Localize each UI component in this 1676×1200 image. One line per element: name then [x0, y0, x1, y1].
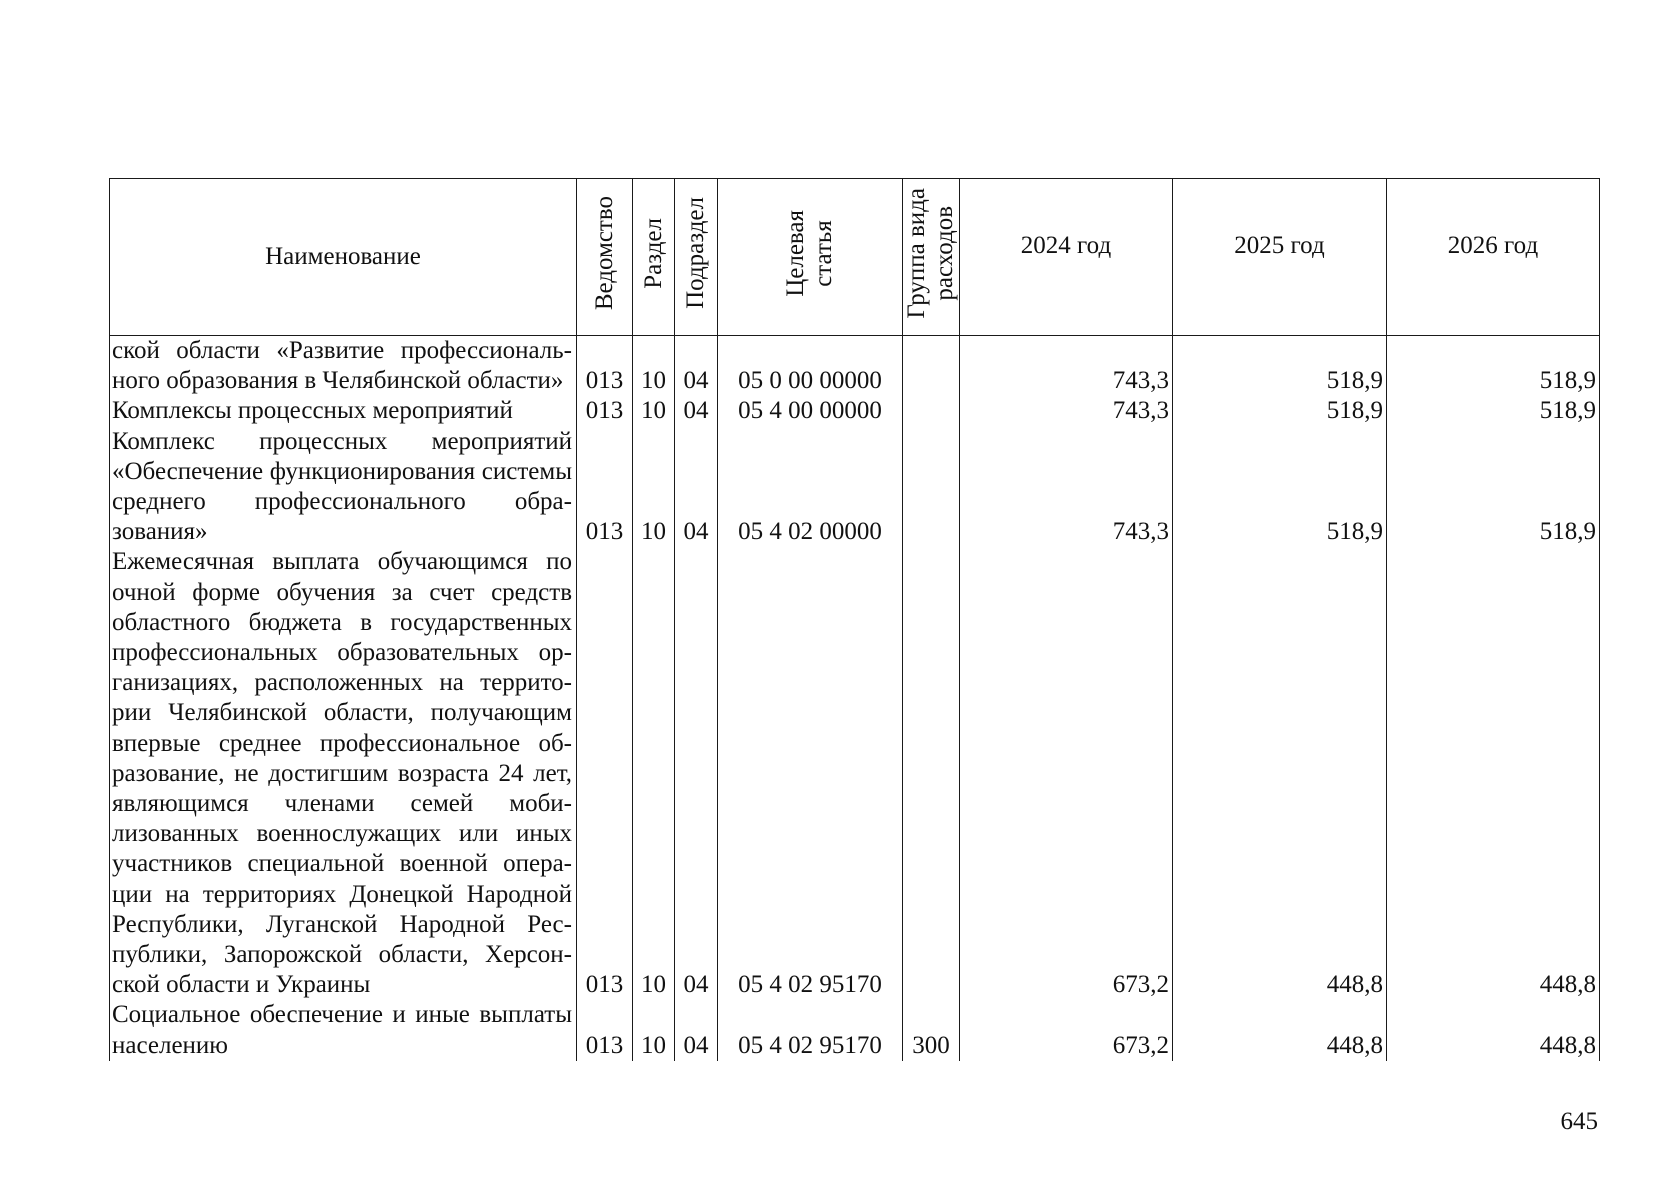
- header-vedomstvo-label: Ведомство: [590, 195, 618, 310]
- row-2026: 448,8: [1387, 547, 1600, 1000]
- row-group: [903, 396, 960, 426]
- header-2025: [1173, 179, 1387, 336]
- row-2024: 743,3: [960, 396, 1173, 426]
- header-2025-label: 2025 год: [1234, 231, 1325, 259]
- header-group-line2: расходов: [931, 205, 958, 301]
- row-2024: 673,2: [960, 547, 1173, 1000]
- row-2024: 673,2: [960, 1000, 1173, 1060]
- row-razdel: 10: [633, 396, 675, 426]
- row-vedomstvo: 013: [577, 547, 633, 1000]
- header-group-label: [903, 188, 959, 319]
- row-name: Комплексы процессных мероприятий: [110, 396, 577, 426]
- row-2025: 518,9: [1173, 396, 1387, 426]
- header-row: [110, 179, 1600, 336]
- row-group: [903, 336, 960, 397]
- row-target: 05 4 02 95170: [718, 547, 903, 1000]
- row-name: Комплекс процессных мероприятий «Обеспечение функционирования системы среднего профессионального образования»: [110, 427, 577, 548]
- row-podrazdel: 04: [675, 396, 718, 426]
- header-2024-label: 2024 год: [1020, 231, 1112, 259]
- row-vedomstvo: 013: [577, 396, 633, 426]
- page-number: 645: [1560, 1108, 1598, 1135]
- table-header: [110, 179, 1600, 336]
- table-row: [110, 336, 1600, 397]
- budget-table: [109, 178, 1600, 1061]
- row-vedomstvo: 013: [577, 427, 633, 548]
- row-2025: 518,9: [1173, 427, 1387, 548]
- row-target: 05 4 02 00000: [718, 427, 903, 548]
- header-target: [718, 179, 903, 336]
- table-row: [110, 427, 1600, 548]
- row-2026: 448,8: [1387, 1000, 1600, 1060]
- header-target-line2: статья: [810, 219, 837, 287]
- header-razdel: [633, 179, 675, 336]
- row-group: 300: [903, 1000, 960, 1060]
- header-2026-label: 2026 год: [1447, 231, 1539, 259]
- row-razdel: 10: [633, 427, 675, 548]
- row-2025: 448,8: [1173, 1000, 1387, 1060]
- row-podrazdel: 04: [675, 427, 718, 548]
- table-row: [110, 547, 1600, 1000]
- row-target: 05 4 02 95170: [718, 1000, 903, 1060]
- row-2025: 448,8: [1173, 547, 1387, 1000]
- header-2024: [960, 179, 1173, 336]
- header-target-label: [782, 210, 838, 297]
- row-razdel: 10: [633, 1000, 675, 1060]
- row-group: [903, 547, 960, 1000]
- row-podrazdel: 04: [675, 1000, 718, 1060]
- row-target: 05 0 00 00000: [718, 336, 903, 397]
- header-2026: [1387, 179, 1600, 336]
- header-podrazdel: [675, 179, 718, 336]
- table-row: [110, 396, 1600, 426]
- header-group: [903, 179, 960, 336]
- row-podrazdel: 04: [675, 336, 718, 397]
- row-2026: 518,9: [1387, 396, 1600, 426]
- header-target-line1: Целевая: [782, 209, 809, 297]
- row-target: 05 4 00 00000: [718, 396, 903, 426]
- row-2024: 743,3: [960, 427, 1173, 548]
- row-razdel: 10: [633, 336, 675, 397]
- row-vedomstvo: 013: [577, 336, 633, 397]
- header-name-label: Наименование: [265, 242, 421, 270]
- header-razdel-label: Раздел: [639, 217, 667, 289]
- budget-table-container: [109, 178, 1599, 1061]
- row-2026: 518,9: [1387, 427, 1600, 548]
- row-name: ской области «Развитие профессионального образования в Челябинской области»: [110, 336, 577, 397]
- row-name: Социальное обеспечение и иные выплаты населению: [110, 1000, 577, 1060]
- header-name: [110, 179, 577, 336]
- row-vedomstvo: 013: [577, 1000, 633, 1060]
- header-podrazdel-label: Подраздел: [682, 196, 709, 309]
- row-2024: 743,3: [960, 336, 1173, 397]
- table-row: [110, 1000, 1600, 1060]
- row-razdel: 10: [633, 547, 675, 1000]
- header-vedomstvo: [577, 179, 633, 336]
- header-group-line1: Группа вида: [903, 187, 930, 319]
- row-podrazdel: 04: [675, 547, 718, 1000]
- row-2025: 518,9: [1173, 336, 1387, 397]
- row-2026: 518,9: [1387, 336, 1600, 397]
- row-group: [903, 427, 960, 548]
- table-body: [110, 336, 1600, 1061]
- row-name: Ежемесячная выплата обучающимся по очной форме обучения за счет средств областного бюджета в государственных профессиональных образовательных организациях, расположенных на территории Челябинской области, получающим впервые среднее профессиональное образование, не достигшим возраста 24 лет, являющимся членами семей мобилизованных военнослужащих или иных участников специальной военной операции на территориях Донецкой Народной Республики, Луганской Народной Республики, Запорожской области, Херсонской области и Украины: [110, 547, 577, 1000]
